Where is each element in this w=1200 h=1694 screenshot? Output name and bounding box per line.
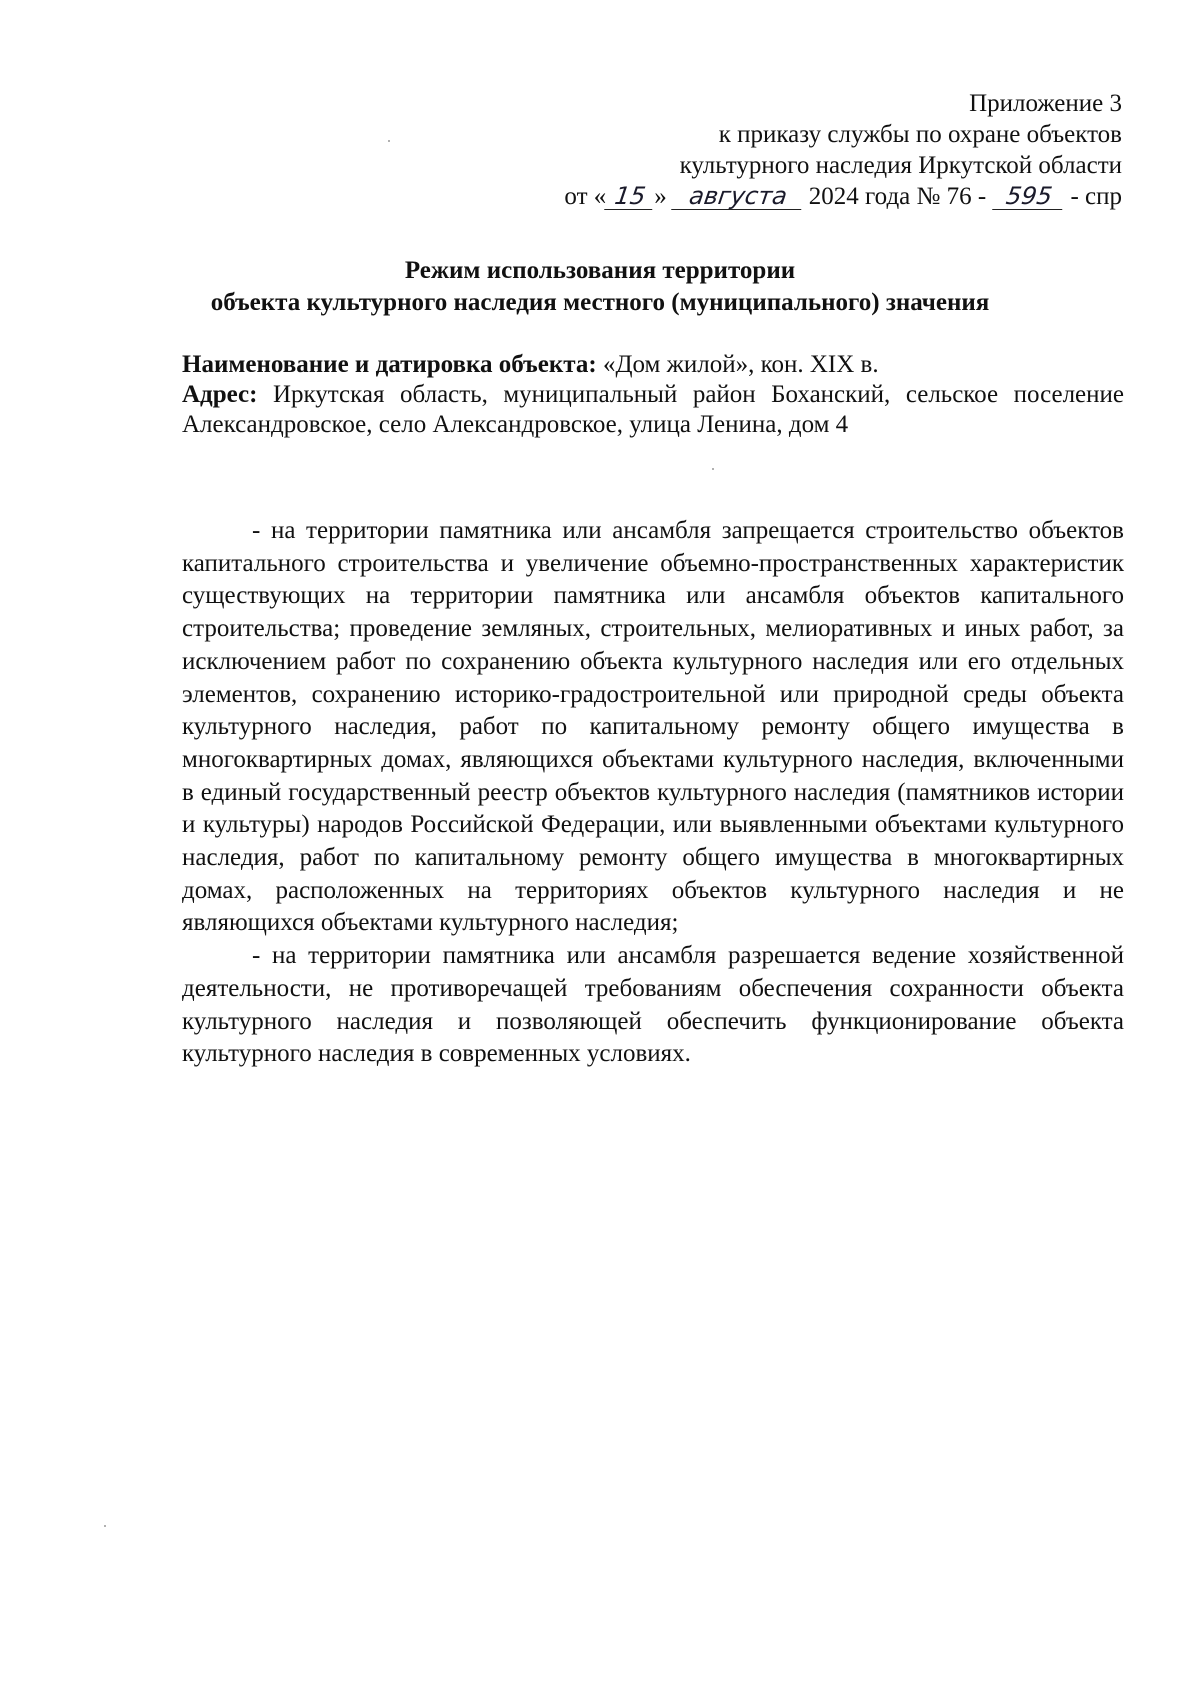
object-address-row — [182, 380, 1124, 440]
object-address-label: Адрес: — [182, 381, 258, 408]
handwritten-order-number: 595 — [993, 184, 1067, 210]
regime-paragraph-permissions: - на территории памятника или ансамбля разрешается ведение хозяйственной деятельности, не противоречащей требованиям обеспечения сохранности объекта культурного наследия и позволяющей обеспечить функционирование объекта культурного наследия в современных условиях. — [182, 942, 1124, 1068]
document-title — [100, 255, 1100, 319]
order-suffix: - спр — [1070, 183, 1122, 210]
appendix-header — [402, 88, 1122, 212]
issuing-authority: культурного наследия Иркутской области — [679, 152, 1122, 179]
order-date-line — [402, 181, 1122, 212]
regime-paragraph-prohibitions: - на территории памятника или ансамбля запрещается строительство объектов капитального строительства и увеличение объемно-пространственных характеристик существующих на территории памятника или ансамбля объектов капитального строительства; проведение земляных, строительных, мелиоративных и иных работ, за исключением работ по сохранению объекта культурного наследия или его отдельных элементов, сохранению историко-градостроительной или природной среды объекта культурного наследия, работ по капитальному ремонту общего имущества в многоквартирных домах, являющихся объектами культурного наследия, включенными в единый государственный реестр объектов культурного наследия (памятников истории и культуры) народов Российской Федерации, или выявленными объектами культурного наследия, работ по капитальному ремонту общего имущества в многоквартирных домах, расположенных на территориях объектов культурного наследия и не являющихся объектами культурного наследия; — [182, 517, 1124, 937]
object-info — [182, 350, 1124, 440]
object-name-value: «Дом жилой», кон. XIX в. — [602, 351, 879, 378]
scan-speck — [712, 468, 714, 470]
title-line-2: объекта культурного наследия местного (муниципального) значения — [210, 289, 990, 316]
year-and-number-prefix: 2024 года № 76 - — [808, 183, 987, 210]
handwritten-month: августа — [671, 184, 805, 210]
handwritten-day: 15 — [604, 184, 656, 210]
object-name-row — [182, 350, 1124, 380]
date-close-quote: » — [654, 183, 667, 210]
appendix-number: Приложение 3 — [969, 90, 1122, 117]
regime-text — [182, 515, 1124, 1071]
scan-speck — [388, 140, 390, 142]
date-prefix: от « — [564, 183, 607, 210]
scan-speck — [104, 1525, 106, 1527]
object-address-value: Иркутская область, муниципальный район Боханский, сельское поселение Александровское, село Александровское, улица Ленина, дом 4 — [182, 381, 1125, 438]
title-line-1: Режим использования территории — [404, 257, 796, 284]
order-reference: к приказу службы по охране объектов — [718, 121, 1122, 148]
object-name-label: Наименование и датировка объекта: — [182, 351, 597, 378]
